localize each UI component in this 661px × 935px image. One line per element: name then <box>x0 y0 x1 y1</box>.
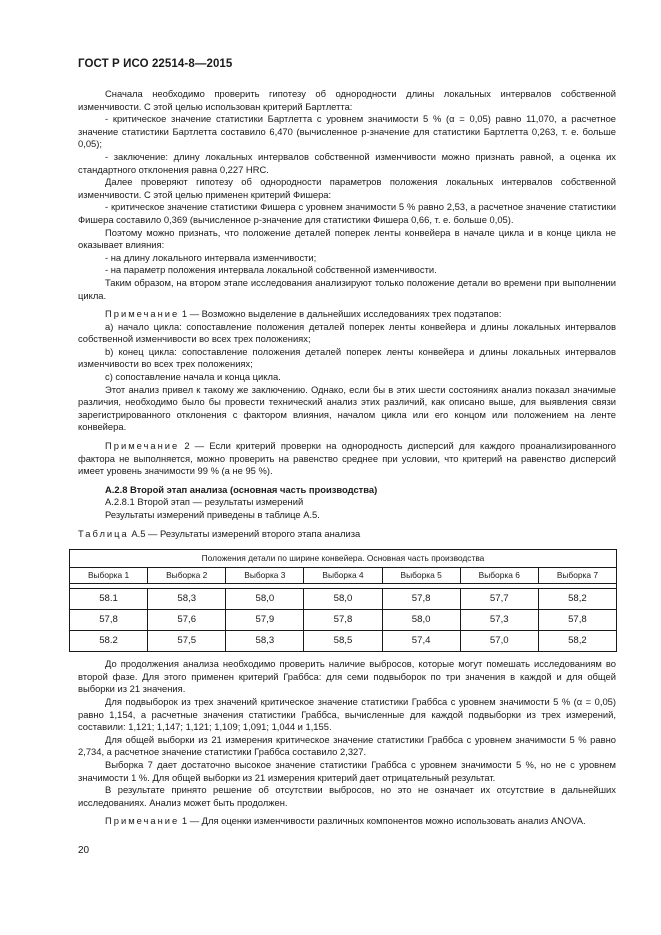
paragraph: Выборка 7 дает достаточно высокое значение статистики Граббса с уровнем значимости 5 %, но не с уровнем значимости 1 %. Для общей выборки из 21 измерения критерий дает отрицательный результат. <box>78 758 616 783</box>
table-cell: 58,0 <box>226 589 304 610</box>
table-cell: 58,3 <box>226 631 304 652</box>
column-header: Выборка 2 <box>148 568 226 584</box>
table-cell: 58,2 <box>538 589 616 610</box>
page-number: 20 <box>78 845 90 856</box>
note-label: Примечание <box>105 308 180 320</box>
paragraph: В результате принято решение об отсутствии выбросов, но это не означает их отсутствие в дальнейших исследованиях. Анализ может быть продолжен. <box>78 784 616 808</box>
table-header-row <box>70 568 617 584</box>
table-cell: 57,8 <box>382 589 460 610</box>
table-caption <box>78 528 616 541</box>
subsection-heading: А.2.8.1 Второй этап — результаты измерений <box>105 496 304 508</box>
table-row <box>70 589 617 610</box>
paragraph: Для общей выборки из 21 измерения критическое значение статистики Граббса с уровнем значимости 5 % равно 2,734, а расчетное значение статистики Граббса составило 2,327. <box>78 733 616 758</box>
table-cell: 58,0 <box>304 589 382 610</box>
paragraph: - на длину локального интервала изменчивости; <box>105 251 317 263</box>
paragraph: Поэтому можно признать, что положение деталей поперек ленты конвейера в начале цикла и в конце цикла не оказывает влияния: <box>78 226 616 251</box>
table-cell: 57,8 <box>538 610 616 631</box>
table-cell: 57,6 <box>148 610 226 631</box>
column-header: Выборка 3 <box>226 568 304 584</box>
note-text: 2 — Если критерий проверки на однородность дисперсий для каждого проанализированного фактора не выполняется, можно проверить на равенство среднее при условии, что критерий на равенство дисперсий имеет уровень значимости 99 % (а не 95 %). <box>78 440 616 477</box>
table-title: Положения детали по ширине конвейера. Основная часть производства <box>70 550 617 568</box>
table-cell: 58,5 <box>304 631 382 652</box>
table-cell: 57,7 <box>460 589 538 610</box>
table-cell: 57,3 <box>460 610 538 631</box>
note-label: Примечание <box>105 440 180 452</box>
section-heading: А.2.8 Второй этап анализа (основная часть производства) <box>105 483 378 495</box>
table-cell: 58,2 <box>538 631 616 652</box>
note <box>78 440 616 478</box>
table-cell: 57,4 <box>382 631 460 652</box>
table-caption-label: Таблица <box>78 527 129 539</box>
column-header: Выборка 6 <box>460 568 538 584</box>
column-header: Выборка 1 <box>70 568 148 584</box>
document-header: ГОСТ Р ИСО 22514-8—2015 <box>78 58 233 70</box>
note <box>78 815 616 828</box>
table-cell: 57,8 <box>304 610 382 631</box>
table-cell: 57,9 <box>226 610 304 631</box>
column-header: Выборка 4 <box>304 568 382 584</box>
paragraph: До продолжения анализа необходимо проверить наличие выбросов, которые могут помешать исследованиям во второй фазе. Для этого применен критерий Граббса: для семи подвыборок по три значения в каждой и для общей выборки из 21 значения. <box>78 658 616 695</box>
note-item: b) конец цикла: сопоставление положения деталей поперек ленты конвейера и длины локальных интервалов изменчивости во всех трех положениях; <box>78 345 616 370</box>
table-cell: 58,0 <box>382 610 460 631</box>
table-row <box>70 610 617 631</box>
table-row <box>70 631 617 652</box>
results-table <box>69 549 617 652</box>
page-content <box>78 88 616 828</box>
note-text: 1 — Для оценки изменчивости различных компонентов можно использовать анализ ANOVA. <box>179 815 586 827</box>
table-cell: 58.2 <box>70 631 148 652</box>
note <box>78 308 616 321</box>
table-cell: 58,3 <box>148 589 226 610</box>
note-item: а) начало цикла: сопоставление положения деталей поперек ленты конвейера и длины локальных интервалов собственной изменчивости во всех трех положениях; <box>78 320 616 345</box>
table-cell: 58.1 <box>70 589 148 610</box>
paragraph: Сначала необходимо проверить гипотезу об однородности длины локальных интервалов собственной изменчивости. С этой целью использован критерий Бартлетта: <box>78 88 616 112</box>
paragraph: Результаты измерений приведены в таблице А.5. <box>105 509 320 520</box>
paragraph: - критическое значение статистики Бартлетта с уровнем значимости 5 % (α = 0,05) равно 11,070, а расчетное значение статистики Бартлетта составило 6,470 (вычисленное p-значение для статистики Бартлетта 0,263, т. е. больше 0,05); <box>78 113 616 150</box>
table-cell: 57,0 <box>460 631 538 652</box>
table-title-row <box>70 550 617 568</box>
paragraph: - на параметр положения интервала локальной собственной изменчивости. <box>105 264 437 276</box>
paragraph: - заключение: длину локальных интервалов собственной изменчивости можно признать равной, а оценка их стандартного отклонения равна 0,227 HRC. <box>78 150 616 175</box>
table-cell: 57,5 <box>148 631 226 652</box>
column-header: Выборка 5 <box>382 568 460 584</box>
column-header: Выборка 7 <box>538 568 616 584</box>
paragraph: - критическое значение статистики Фишера с уровнем значимости 5 % равно 2,53, а расчетное значение статистики Фишера составило 0,369 (вычисленное p-значение для статистики Фишера 0,66, т. е. больше 0,05). <box>78 201 616 225</box>
paragraph: Для подвыборок из трех значений критическое значение статистики Граббса с уровнем значимости 5 % (α = 0,05) равно 1,154, а расчетные значения статистики Граббса, вычисленные для каждой подвыборки из трех измерений, составили: 1,121; 1,147; 1,121; 1,109; 1,091; 1,044 и 1,155. <box>78 695 616 733</box>
paragraph: Таким образом, на втором этапе исследования анализируют только положение детали во времени при выполнении цикла. <box>78 276 616 301</box>
note-label: Примечание <box>105 815 180 827</box>
table-cell: 57,8 <box>70 610 148 631</box>
note-text: 1 — Возможно выделение в дальнейших исследованиях трех подэтапов: <box>179 308 502 320</box>
paragraph: Далее проверяют гипотезу об однородности параметров положения локальных интервалов собственной изменчивости. С этой целью применен критерий Фишера: <box>78 176 616 200</box>
note-item: Этот анализ привел к такому же заключению. Однако, если бы в этих шести состояниях анализ показал значимые различия, необходимо было бы провести технический анализ этих различий, как описано выше, для выявления связи зарегистрированного отклонения с фактором влияния, началом цикла или его концом или положением на ленте конвейера. <box>78 383 616 433</box>
table-caption-text: А.5 — Результаты измерений второго этапа анализа <box>128 527 361 539</box>
note-item: с) сопоставление начала и конца цикла. <box>105 371 281 383</box>
